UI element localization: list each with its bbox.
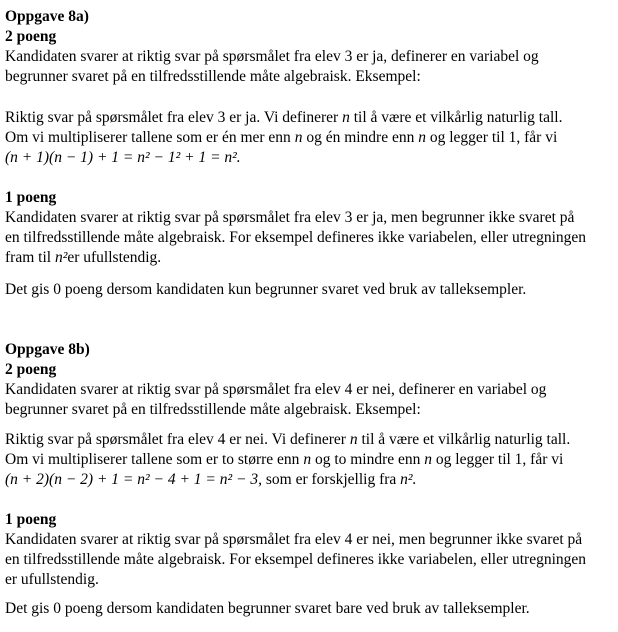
task-8b-example-line2: Om vi multipliserer tallene som er to større enn n og to mindre enn n og legger til 1, får vi — [5, 451, 564, 468]
task-8a-header — [5, 7, 613, 87]
task-8b-equation: (n + 2)(n − 2) + 1 = n² − 4 + 1 = n² − 3, som er forskjellig fra n². — [5, 471, 417, 488]
task-8b-zero-text: Det gis 0 poeng dersom kandidaten begrunner svaret bare ved bruk av talleksempler. — [5, 600, 530, 617]
task-8b-example — [5, 430, 613, 490]
task-8b-criteria-1-line1: Kandidaten svarer at riktig svar på spørsmålet fra elev 4 er nei, men begrunner ikke svaret på — [5, 531, 583, 548]
task-8a-criteria-1-line2: en tilfredsstillende måte algebraisk. For eksempel defineres ikke variabelen, eller utregningen — [5, 229, 587, 246]
task-8b-score-1: 1 poeng — [5, 511, 57, 528]
task-8a-score-1: 1 poeng — [5, 189, 57, 206]
task-8b-zero-point — [5, 599, 613, 619]
task-8a-zero-point — [5, 280, 613, 300]
task-8a-criteria-1-line3: fram til n²er ufullstendig. — [5, 249, 162, 266]
task-8b-header — [5, 340, 613, 420]
task-8b-criteria-1-line2: en tilfredsstillende måte algebraisk. For eksempel defineres ikke variabelen, eller utregningen — [5, 551, 587, 568]
task-8a-example-line1: Riktig svar på spørsmålet fra elev 3 er ja. Vi definerer n til å være et vilkårlig naturlig tall. — [5, 109, 563, 126]
task-8b-criteria-1-line3: er ufullstendig. — [5, 571, 99, 588]
task-8a-example — [5, 108, 613, 168]
task-8b-example-line1: Riktig svar på spørsmålet fra elev 4 er nei. Vi definerer n til å være et vilkårlig naturlig tall. — [5, 431, 571, 448]
task-8a-one-point — [5, 188, 613, 268]
task-8b-criteria-2-line2: begrunner svaret på en tilfredsstillende måte algebraisk. Eksempel: — [5, 401, 421, 418]
task-8b-score-2: 2 poeng — [5, 361, 57, 378]
task-8a-score-2: 2 poeng — [5, 28, 57, 45]
task-8b-criteria-2-line1: Kandidaten svarer at riktig svar på spørsmålet fra elev 4 er nei, definerer en variabel og — [5, 381, 547, 398]
task-8a-criteria-2-line1: Kandidaten svarer at riktig svar på spørsmålet fra elev 3 er ja, definerer en variabel og — [5, 48, 539, 65]
task-8a-criteria-2-line2: begrunner svaret på en tilfredsstillende måte algebraisk. Eksempel: — [5, 68, 421, 85]
task-8b-one-point — [5, 510, 613, 590]
task-8a-title: Oppgave 8a) — [5, 8, 89, 25]
task-8b-title: Oppgave 8b) — [5, 341, 90, 358]
task-8a-zero-text: Det gis 0 poeng dersom kandidaten kun begrunner svaret ved bruk av talleksempler. — [5, 281, 527, 298]
task-8a-equation: (n + 1)(n − 1) + 1 = n² − 1² + 1 = n². — [5, 149, 241, 166]
task-8a-criteria-1-line1: Kandidaten svarer at riktig svar på spørsmålet fra elev 3 er ja, men begrunner ikke svaret på — [5, 209, 575, 226]
task-8a-example-line2: Om vi multipliserer tallene som er én mer enn n og én mindre enn n og legger til 1, får vi — [5, 129, 558, 146]
